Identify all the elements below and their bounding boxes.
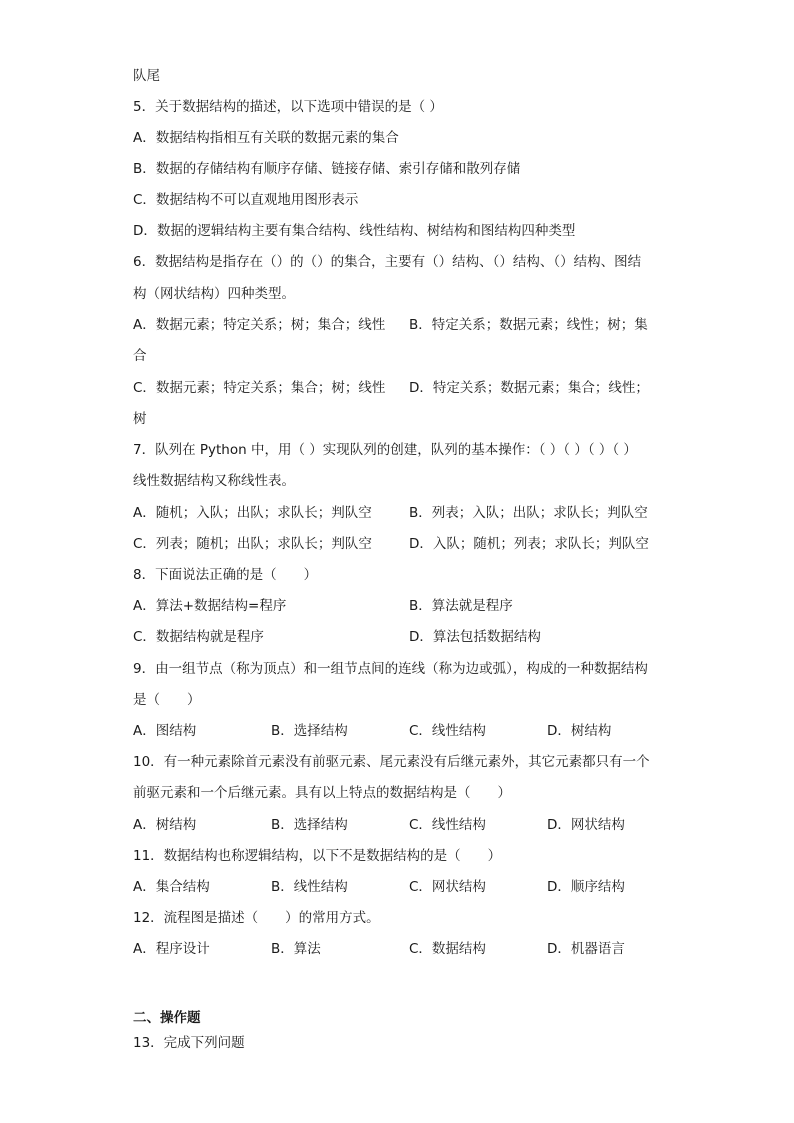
question-5-option-d: D．数据的逻辑结构主要有集合结构、线性结构、树结构和图结构四种类型 — [133, 223, 576, 239]
question-11-stem: 11．数据结构也称逻辑结构，以下不是数据结构的是（ ） — [133, 848, 502, 864]
question-9-option-d: D．树结构 — [547, 723, 612, 739]
question-10-option-d: D．网状结构 — [547, 817, 625, 833]
question-12-option-b: B．算法 — [271, 941, 321, 957]
question-11-option-d: D．顺序结构 — [547, 879, 625, 895]
question-9-stem-line-2: 是（ ） — [133, 692, 201, 708]
question-7-option-d: D．入队；随机；列表；求队长；判队空 — [409, 536, 649, 552]
question-6-option-b: B．特定关系；数据元素；线性；树；集 — [409, 317, 648, 333]
question-6-option-c: C．数据元素；特定关系；集合；树；线性 — [133, 380, 386, 396]
question-10-option-a: A．树结构 — [133, 817, 197, 833]
question-8-option-c: C．数据结构就是程序 — [133, 629, 264, 645]
question-11-option-a: A．集合结构 — [133, 879, 210, 895]
question-11-option-b: B．线性结构 — [271, 879, 348, 895]
intro-text: 队尾 — [133, 68, 160, 84]
question-9-option-b: B．选择结构 — [271, 723, 348, 739]
question-5-option-a: A．数据结构指相互有关联的数据元素的集合 — [133, 130, 399, 146]
question-9-option-c: C．线性结构 — [409, 723, 486, 739]
question-12-option-c: C．数据结构 — [409, 941, 486, 957]
question-6-option-d: D．特定关系；数据元素；集合；线性； — [409, 380, 649, 396]
question-8-option-a: A．算法+数据结构=程序 — [133, 598, 287, 614]
question-10-option-b: B．选择结构 — [271, 817, 348, 833]
question-6-option-d-wrap: 树 — [133, 411, 147, 427]
question-10-stem-line-1: 10．有一种元素除首元素没有前驱元素、尾元素没有后继元素外，其它元素都只有一个 — [133, 754, 650, 770]
question-5-option-b: B．数据的存储结构有顺序存储、链接存储、索引存储和散列存储 — [133, 161, 521, 177]
question-11-option-c: C．网状结构 — [409, 879, 486, 895]
question-8-option-b: B．算法就是程序 — [409, 598, 513, 614]
question-8-stem: 8．下面说法正确的是（ ） — [133, 567, 318, 583]
question-7-option-c: C．列表；随机；出队；求队长；判队空 — [133, 536, 372, 552]
question-6-option-a: A．数据元素；特定关系；树；集合；线性 — [133, 317, 386, 333]
question-9-option-a: A．图结构 — [133, 723, 197, 739]
question-7-stem-line-2: 线性数据结构又称线性表。 — [133, 473, 295, 489]
question-12-stem: 12．流程图是描述（ ）的常用方式。 — [133, 910, 380, 926]
question-8-option-d: D．算法包括数据结构 — [409, 629, 541, 645]
question-12-option-a: A．程序设计 — [133, 941, 210, 957]
question-5-option-c: C．数据结构不可以直观地用图形表示 — [133, 192, 359, 208]
section-2-title: 二、操作题 — [133, 1010, 201, 1026]
question-13-stem: 13．完成下列问题 — [133, 1035, 245, 1051]
question-7-stem-line-1: 7．队列在 Python 中，用（ ）实现队列的创建，队列的基本操作：（ ）（ ）（ ）（ ） — [133, 442, 637, 458]
question-10-option-c: C．线性结构 — [409, 817, 486, 833]
question-7-option-b: B．列表；入队；出队；求队长；判队空 — [409, 505, 648, 521]
question-6-stem-line-1: 6．数据结构是指存在（）的（）的集合，主要有（）结构、（）结构、（）结构、图结 — [133, 254, 642, 270]
question-6-option-b-wrap: 合 — [133, 348, 147, 364]
question-9-stem-line-1: 9．由一组节点（称为顶点）和一组节点间的连线（称为边或弧），构成的一种数据结构 — [133, 661, 648, 677]
question-10-stem-line-2: 前驱元素和一个后继元素。具有以上特点的数据结构是（ ） — [133, 785, 511, 801]
question-12-option-d: D．机器语言 — [547, 941, 625, 957]
question-5-stem: 5．关于数据结构的描述，以下选项中错误的是（ ） — [133, 99, 443, 115]
question-6-stem-line-2: 构（网状结构）四种类型。 — [133, 286, 295, 302]
question-7-option-a: A．随机；入队；出队；求队长；判队空 — [133, 505, 372, 521]
